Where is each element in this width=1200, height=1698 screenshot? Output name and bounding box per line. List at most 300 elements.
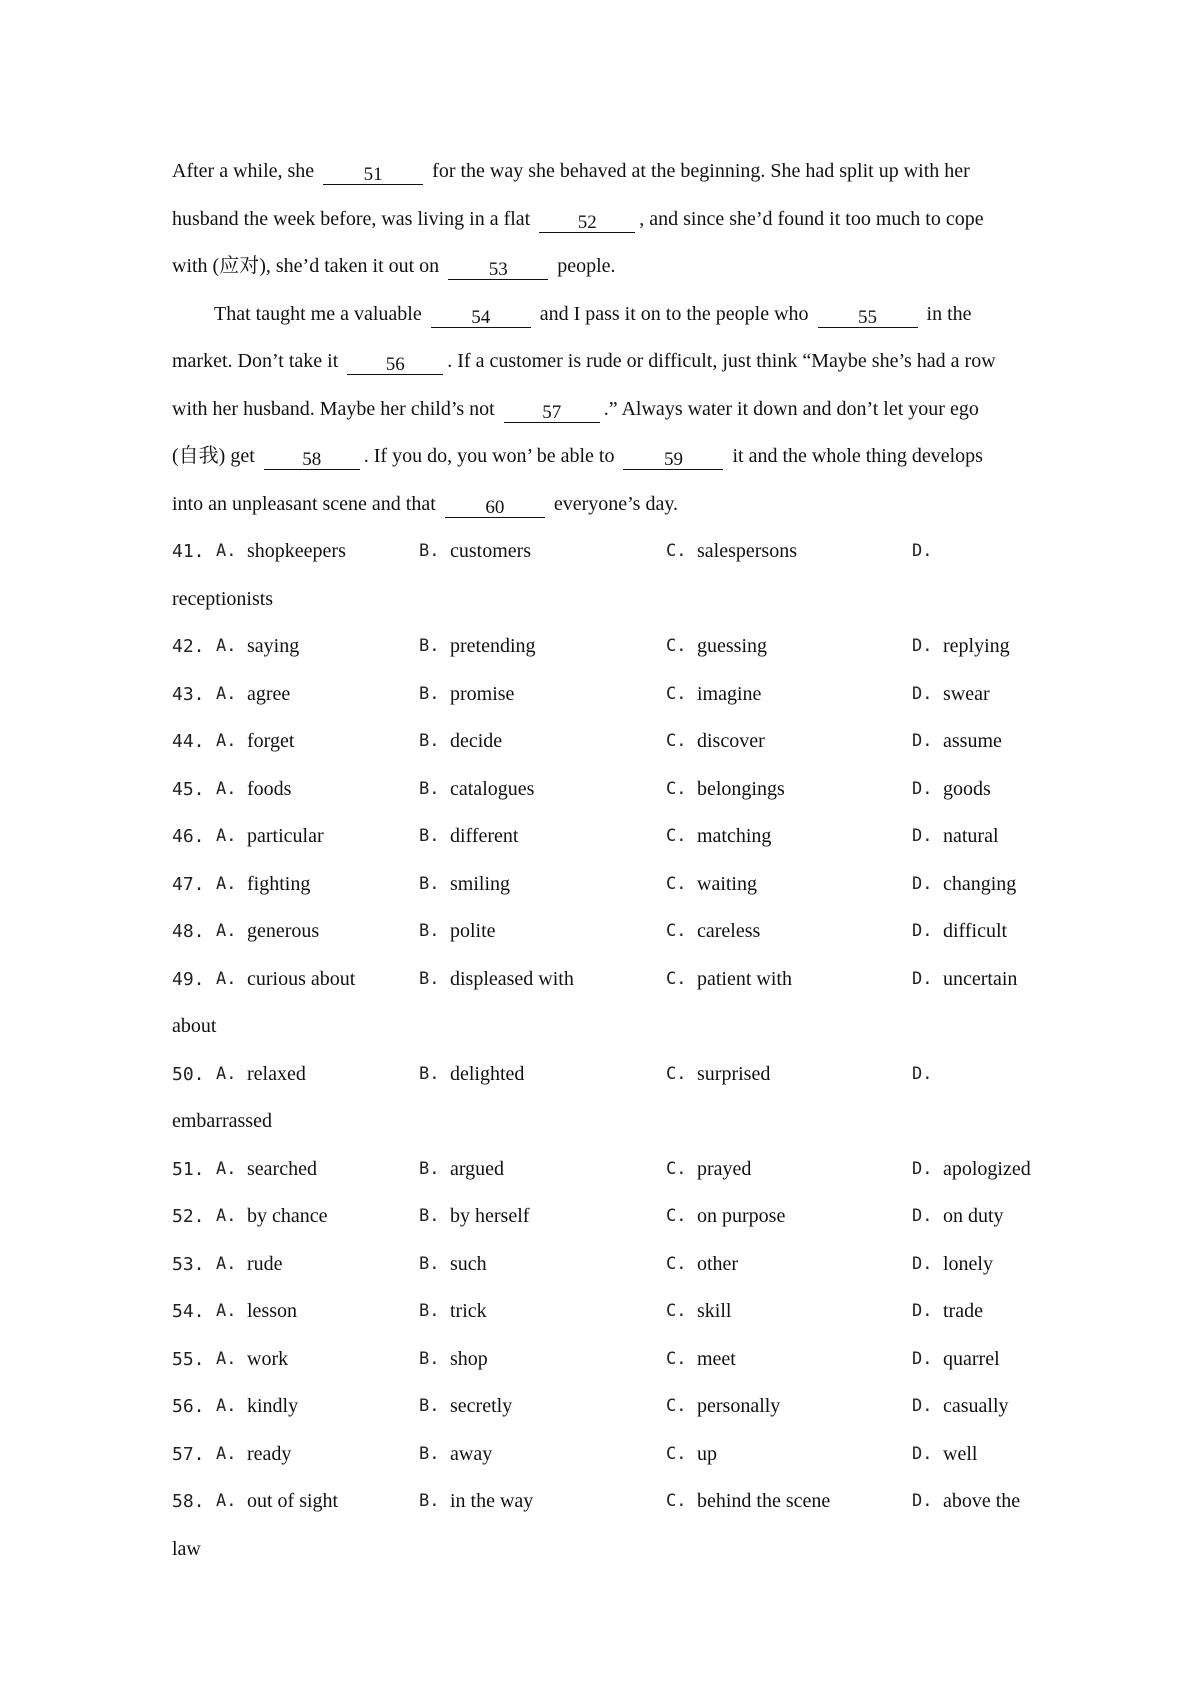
option-d — [912, 1336, 1042, 1384]
option-letter: A. — [216, 1206, 237, 1226]
option-b — [419, 1241, 666, 1289]
option-letter: C. — [666, 636, 687, 656]
option-letter: A. — [216, 826, 237, 846]
passage-text: and I pass it on to the people who — [539, 302, 809, 325]
question-row — [172, 1383, 1042, 1431]
option-text: promise — [450, 682, 515, 705]
option-text: prayed — [697, 1157, 752, 1180]
option-letter: D. — [912, 1348, 933, 1369]
blank-number: 57 — [542, 401, 562, 423]
option-letter: A. — [216, 683, 237, 704]
option-a — [216, 718, 419, 766]
option-b — [419, 718, 666, 766]
question-number: 49. — [172, 968, 205, 990]
passage — [172, 148, 1042, 528]
blank-number: 56 — [385, 354, 405, 375]
option-text: catalogues — [450, 777, 535, 800]
option-text: above the — [943, 1490, 1021, 1512]
option-text: lonely — [943, 1252, 993, 1275]
option-letter: A. — [216, 1253, 237, 1274]
option-b — [419, 1051, 666, 1099]
option-letter: D. — [912, 1063, 933, 1084]
option-letter: D. — [912, 921, 933, 941]
option-d — [912, 1431, 1042, 1479]
passage-text: everyone’s day. — [553, 492, 679, 515]
option-d — [912, 908, 1042, 956]
option-letter: B. — [419, 731, 440, 751]
option-letter: D. — [912, 778, 933, 799]
option-c — [666, 1051, 912, 1099]
passage-text: with her husband. Maybe her child’s not — [172, 397, 495, 420]
option-letter: B. — [419, 636, 440, 656]
option-letter: D. — [912, 968, 933, 989]
option-letter: C. — [666, 731, 687, 751]
option-a — [216, 956, 419, 1004]
passage-line — [172, 196, 1042, 244]
blank-55 — [818, 302, 918, 328]
question-number: 42. — [172, 636, 205, 657]
option-text: by chance — [247, 1205, 328, 1227]
option-letter: C. — [666, 968, 687, 989]
option-letter: C. — [666, 1206, 687, 1226]
question-number: 47. — [172, 873, 205, 895]
option-a — [216, 813, 419, 861]
question-number: 48. — [172, 921, 205, 942]
option-letter: D. — [912, 1158, 933, 1179]
question-row — [172, 908, 1042, 956]
passage-text: for the way she behaved at the beginning. She had split up with her — [432, 160, 970, 182]
blank-number: 54 — [471, 306, 491, 328]
passage-text: it and the whole thing develops — [732, 445, 983, 467]
option-continuation: embarrassed — [172, 1110, 272, 1132]
option-c — [666, 1241, 912, 1289]
blank-57 — [504, 397, 600, 423]
option-b — [419, 766, 666, 814]
option-b — [419, 528, 666, 576]
question-number: 50. — [172, 1063, 205, 1085]
option-letter: D. — [912, 826, 933, 846]
option-b — [419, 1146, 666, 1194]
question-number: 51. — [172, 1158, 205, 1180]
option-letter: A. — [216, 873, 237, 894]
option-letter: D. — [912, 1253, 933, 1274]
option-letter: A. — [216, 921, 237, 941]
blank-51 — [323, 159, 423, 185]
passage-line — [172, 338, 1042, 386]
option-c — [666, 908, 912, 956]
option-letter: A. — [216, 541, 237, 561]
passage-line — [172, 291, 1042, 339]
option-c — [666, 671, 912, 719]
option-letter: A. — [216, 1301, 237, 1321]
option-a — [216, 1383, 419, 1431]
question-row — [172, 1146, 1042, 1194]
option-text: matching — [697, 825, 772, 847]
option-text: imagine — [697, 682, 762, 705]
option-b — [419, 671, 666, 719]
blank-54 — [431, 302, 531, 328]
passage-text: . If you do, you won’ be able to — [363, 445, 615, 467]
option-d — [912, 1478, 1042, 1526]
question-row — [172, 1288, 1042, 1336]
option-text: goods — [943, 777, 991, 800]
question-number: 55. — [172, 1348, 205, 1370]
option-text: patient with — [697, 967, 792, 990]
option-letter: C. — [666, 1158, 687, 1179]
question-row — [172, 528, 1042, 576]
option-text: agree — [247, 682, 291, 705]
option-text: salespersons — [697, 540, 797, 562]
option-letter: D. — [912, 731, 933, 751]
option-d — [912, 1051, 1042, 1099]
option-text: quarrel — [943, 1347, 1000, 1370]
option-text: pretending — [450, 635, 536, 657]
option-text: discover — [697, 730, 765, 752]
passage-text: into an unpleasant scene and that — [172, 492, 436, 515]
question-row — [172, 623, 1042, 671]
option-b — [419, 956, 666, 1004]
option-text: out of sight — [247, 1490, 339, 1512]
option-letter: D. — [912, 1396, 933, 1416]
document-page — [172, 148, 1042, 1573]
option-text: assume — [943, 730, 1002, 752]
option-letter: C. — [666, 1063, 687, 1084]
question-number: 41. — [172, 541, 205, 562]
option-letter: D. — [912, 541, 933, 561]
option-a — [216, 1051, 419, 1099]
question-number: 46. — [172, 826, 205, 847]
option-letter: D. — [912, 683, 933, 704]
option-letter: B. — [419, 826, 440, 846]
option-a — [216, 908, 419, 956]
option-continuation: receptionists — [172, 587, 274, 610]
passage-text: .” Always water it down and don’t let your ego — [603, 397, 979, 420]
option-c — [666, 1336, 912, 1384]
option-letter: B. — [419, 1348, 440, 1369]
option-text: relaxed — [247, 1062, 306, 1085]
option-d — [912, 1383, 1042, 1431]
option-letter: D. — [912, 636, 933, 656]
option-b — [419, 1193, 666, 1241]
option-text: guessing — [697, 635, 767, 657]
option-continuation: about — [172, 1015, 217, 1037]
option-letter: B. — [419, 1253, 440, 1274]
option-b — [419, 813, 666, 861]
option-text: changing — [943, 872, 1017, 895]
question-list — [172, 528, 1042, 1573]
option-text: trade — [943, 1300, 983, 1322]
option-letter: B. — [419, 541, 440, 561]
option-letter: B. — [419, 1063, 440, 1084]
blank-number: 51 — [363, 164, 383, 185]
option-text: belongings — [697, 777, 785, 800]
passage-line — [172, 243, 1042, 291]
question-row — [172, 861, 1042, 909]
option-text: delighted — [450, 1062, 525, 1085]
option-d — [912, 1146, 1042, 1194]
blank-number: 59 — [663, 449, 683, 470]
option-a — [216, 766, 419, 814]
passage-text: , and since she’d found it too much to cope — [639, 207, 984, 230]
option-letter: B. — [419, 968, 440, 989]
passage-text: After a while, she — [172, 160, 315, 182]
option-letter: A. — [216, 1063, 237, 1084]
passage-text: market. Don’t take it — [172, 350, 339, 372]
option-text: decide — [450, 730, 503, 752]
option-a — [216, 1431, 419, 1479]
option-letter: A. — [216, 1396, 237, 1416]
option-d — [912, 623, 1042, 671]
option-d — [912, 956, 1042, 1004]
option-text: saying — [247, 635, 300, 657]
blank-number: 58 — [302, 449, 322, 470]
passage-line — [172, 481, 1042, 529]
question-number: 56. — [172, 1396, 205, 1417]
question-row — [172, 956, 1042, 1004]
option-d — [912, 1193, 1042, 1241]
option-a — [216, 528, 419, 576]
option-letter: A. — [216, 1158, 237, 1179]
option-text: shopkeepers — [247, 540, 346, 562]
option-text: smiling — [450, 872, 511, 895]
option-b — [419, 1288, 666, 1336]
option-text: argued — [450, 1157, 505, 1180]
option-text: by herself — [450, 1205, 530, 1227]
option-text: on duty — [943, 1205, 1004, 1227]
option-c — [666, 956, 912, 1004]
option-letter: A. — [216, 968, 237, 989]
option-b — [419, 861, 666, 909]
question-number: 44. — [172, 731, 205, 752]
option-b — [419, 1336, 666, 1384]
option-letter: D. — [912, 873, 933, 894]
option-letter: C. — [666, 541, 687, 561]
question-row — [172, 1051, 1042, 1099]
option-text: swear — [943, 682, 990, 705]
option-text: other — [697, 1252, 739, 1275]
option-a — [216, 1336, 419, 1384]
question-number: 57. — [172, 1443, 205, 1465]
option-d — [912, 671, 1042, 719]
option-letter: C. — [666, 683, 687, 704]
option-c — [666, 1288, 912, 1336]
option-text: up — [697, 1442, 717, 1465]
option-text: skill — [697, 1300, 732, 1322]
option-letter: C. — [666, 826, 687, 846]
option-letter: B. — [419, 1206, 440, 1226]
blank-number: 52 — [577, 211, 597, 233]
option-letter: B. — [419, 1491, 440, 1511]
passage-text: That taught me a valuable — [214, 302, 422, 325]
option-letter: C. — [666, 873, 687, 894]
passage-text: people. — [557, 255, 616, 277]
option-text: lesson — [247, 1300, 297, 1322]
option-text: different — [450, 825, 519, 847]
option-letter: C. — [666, 1396, 687, 1416]
option-c — [666, 1383, 912, 1431]
option-b — [419, 1431, 666, 1479]
option-a — [216, 1288, 419, 1336]
option-text: personally — [697, 1395, 781, 1417]
option-text: ready — [247, 1442, 292, 1465]
option-text: meet — [697, 1347, 736, 1370]
blank-56 — [347, 349, 443, 375]
question-row — [172, 1478, 1042, 1526]
question-row — [172, 718, 1042, 766]
blank-number: 60 — [485, 496, 505, 518]
option-letter: C. — [666, 1348, 687, 1369]
option-letter: A. — [216, 778, 237, 799]
passage-line — [172, 433, 1042, 481]
passage-line — [172, 386, 1042, 434]
option-d — [912, 813, 1042, 861]
option-text: natural — [943, 825, 999, 847]
option-c — [666, 718, 912, 766]
option-text: on purpose — [697, 1205, 786, 1227]
passage-line — [172, 148, 1042, 196]
option-c — [666, 1146, 912, 1194]
question-number: 58. — [172, 1491, 205, 1512]
option-letter: C. — [666, 1443, 687, 1464]
option-a — [216, 1241, 419, 1289]
option-letter: A. — [216, 636, 237, 656]
option-c — [666, 1431, 912, 1479]
option-letter: B. — [419, 1301, 440, 1321]
option-letter: C. — [666, 1253, 687, 1274]
passage-text: (自我) get — [172, 445, 255, 467]
option-a — [216, 1193, 419, 1241]
option-text: polite — [450, 920, 496, 942]
option-letter: C. — [666, 778, 687, 799]
option-letter: B. — [419, 921, 440, 941]
option-b — [419, 1478, 666, 1526]
question-number: 53. — [172, 1253, 205, 1275]
blank-number: 53 — [488, 259, 508, 280]
option-text: searched — [247, 1157, 317, 1180]
option-text: work — [247, 1347, 289, 1370]
option-text: fighting — [247, 872, 311, 895]
option-text: customers — [450, 540, 532, 562]
blank-60 — [445, 492, 545, 518]
option-letter: A. — [216, 1443, 237, 1464]
option-c — [666, 813, 912, 861]
option-d — [912, 1241, 1042, 1289]
option-c — [666, 1478, 912, 1526]
option-text: generous — [247, 920, 320, 942]
question-row — [172, 813, 1042, 861]
passage-text: husband the week before, was living in a flat — [172, 207, 531, 230]
option-text: displeased with — [450, 967, 574, 990]
blank-59 — [623, 444, 723, 470]
option-text: apologized — [943, 1157, 1031, 1180]
option-text: secretly — [450, 1395, 513, 1417]
option-d — [912, 1288, 1042, 1336]
option-letter: A. — [216, 1348, 237, 1369]
blank-58 — [264, 444, 360, 470]
question-row — [172, 1193, 1042, 1241]
option-d — [912, 528, 1042, 576]
option-text: in the way — [450, 1490, 534, 1512]
option-a — [216, 1146, 419, 1194]
option-letter: D. — [912, 1443, 933, 1464]
option-c — [666, 861, 912, 909]
option-letter: B. — [419, 1158, 440, 1179]
option-text: replying — [943, 635, 1010, 657]
option-a — [216, 1478, 419, 1526]
option-text: well — [943, 1442, 978, 1465]
option-letter: A. — [216, 731, 237, 751]
question-number: 43. — [172, 683, 205, 705]
option-text: particular — [247, 825, 324, 847]
option-c — [666, 766, 912, 814]
option-letter: B. — [419, 778, 440, 799]
question-row — [172, 1431, 1042, 1479]
option-text: trick — [450, 1300, 487, 1322]
option-letter: D. — [912, 1491, 933, 1511]
option-a — [216, 671, 419, 719]
question-row — [172, 671, 1042, 719]
option-letter: C. — [666, 1491, 687, 1511]
option-letter: D. — [912, 1301, 933, 1321]
question-row — [172, 766, 1042, 814]
option-c — [666, 623, 912, 671]
option-a — [216, 861, 419, 909]
option-continuation: law — [172, 1537, 201, 1560]
option-c — [666, 1193, 912, 1241]
question-row — [172, 1336, 1042, 1384]
option-text: difficult — [943, 920, 1008, 942]
passage-text: with (应对), she’d taken it out on — [172, 255, 440, 277]
option-c — [666, 528, 912, 576]
option-text: waiting — [697, 872, 757, 895]
option-text: careless — [697, 920, 761, 942]
option-text: rude — [247, 1252, 283, 1275]
blank-53 — [448, 254, 548, 280]
passage-text: . If a customer is rude or difficult, just think “Maybe she’s had a row — [447, 350, 996, 372]
option-text: behind the scene — [697, 1490, 831, 1512]
question-number: 45. — [172, 778, 205, 800]
option-letter: B. — [419, 873, 440, 894]
option-letter: B. — [419, 1396, 440, 1416]
option-d — [912, 861, 1042, 909]
option-text: kindly — [247, 1395, 299, 1417]
blank-52 — [539, 207, 635, 233]
option-text: such — [450, 1252, 487, 1275]
blank-number: 55 — [858, 306, 878, 328]
option-letter: D. — [912, 1206, 933, 1226]
option-text: forget — [247, 730, 295, 752]
option-text: shop — [450, 1347, 488, 1370]
option-d — [912, 766, 1042, 814]
question-row — [172, 1241, 1042, 1289]
passage-text: in the — [926, 302, 972, 325]
option-letter: C. — [666, 1301, 687, 1321]
option-a — [216, 623, 419, 671]
question-number: 52. — [172, 1206, 205, 1227]
option-b — [419, 1383, 666, 1431]
option-text: curious about — [247, 967, 356, 990]
option-letter: C. — [666, 921, 687, 941]
option-text: surprised — [697, 1062, 771, 1085]
option-b — [419, 908, 666, 956]
option-letter: B. — [419, 683, 440, 704]
option-text: uncertain — [943, 967, 1018, 990]
option-letter: B. — [419, 1443, 440, 1464]
option-b — [419, 623, 666, 671]
option-d — [912, 718, 1042, 766]
option-text: casually — [943, 1395, 1009, 1417]
option-text: away — [450, 1442, 493, 1465]
